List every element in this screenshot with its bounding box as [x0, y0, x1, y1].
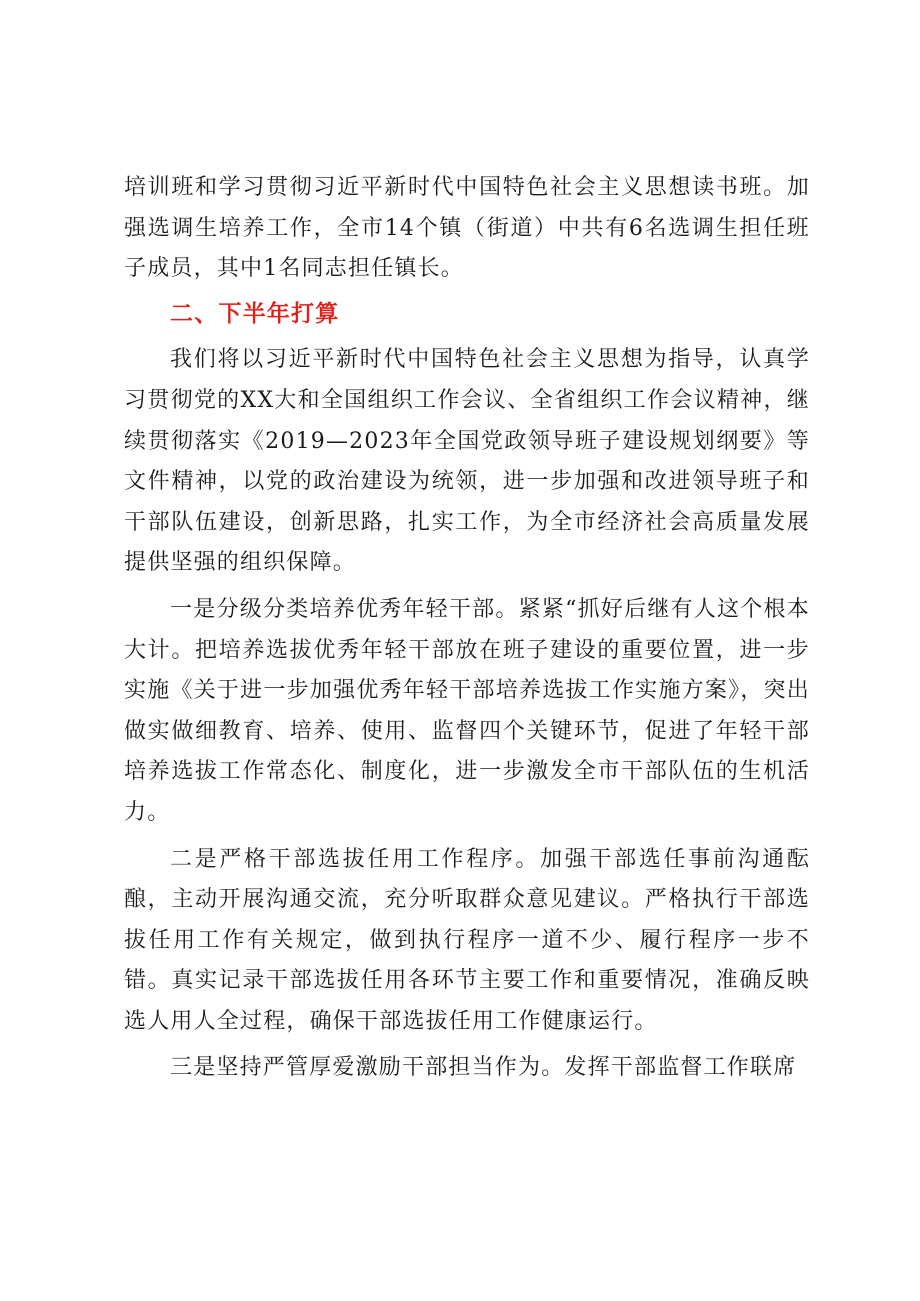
document-body [124, 168, 810, 1089]
body-paragraph-young-cadres: 一是分级分类培养优秀年轻干部。紧紧“抓好后继有人这个根本大计。把培养选拔优秀年轻干部放在班子建设的重要位置，进一步实施《关于进一步加强优秀年轻干部培养选拔工作实施方案》，突出做实做细教育、培养、使用、监督四个关键环节，促进了年轻干部培养选拔工作常态化、制度化，进一步激发全市干部队伍的生机活力。 [124, 596, 810, 825]
body-paragraph-guiding: 我们将以习近平新时代中国特色社会主义思想为指导，认真学习贯彻党的XX大和全国组织工作会议、全省组织工作会议精神，继续贯彻落实《2019—2023年全国党政领导班子建设规划纲要》等文件精神，以党的政治建设为统领，进一步加强和改进领导班子和干部队伍建设，创新思路，扎实工作，为全市经济社会高质量发展提供坚强的组织保障。 [124, 347, 810, 576]
body-paragraph-selection-procedure: 二是严格干部选拔任用工作程序。加强干部选任事前沟通酝酿，主动开展沟通交流，充分听取群众意见建议。严格执行干部选拔任用工作有关规定，做到执行程序一道不少、履行程序一步不错。真实记录干部选拔任用各环节主要工作和重要情况，准确反映选人用人全过程，确保干部选拔任用工作健康运行。 [124, 846, 810, 1034]
intro-paragraph: 培训班和学习贯彻习近平新时代中国特色社会主义思想读书班。加强选调生培养工作，全市14个镇（街道）中共有6名选调生担任班子成员，其中1名同志担任镇长。 [124, 175, 810, 282]
section-heading: 二、下半年打算 [170, 300, 340, 327]
body-paragraph-strict-management: 三是坚持严管厚爱激励干部担当作为。发挥干部监督工作联席 [170, 1055, 797, 1081]
